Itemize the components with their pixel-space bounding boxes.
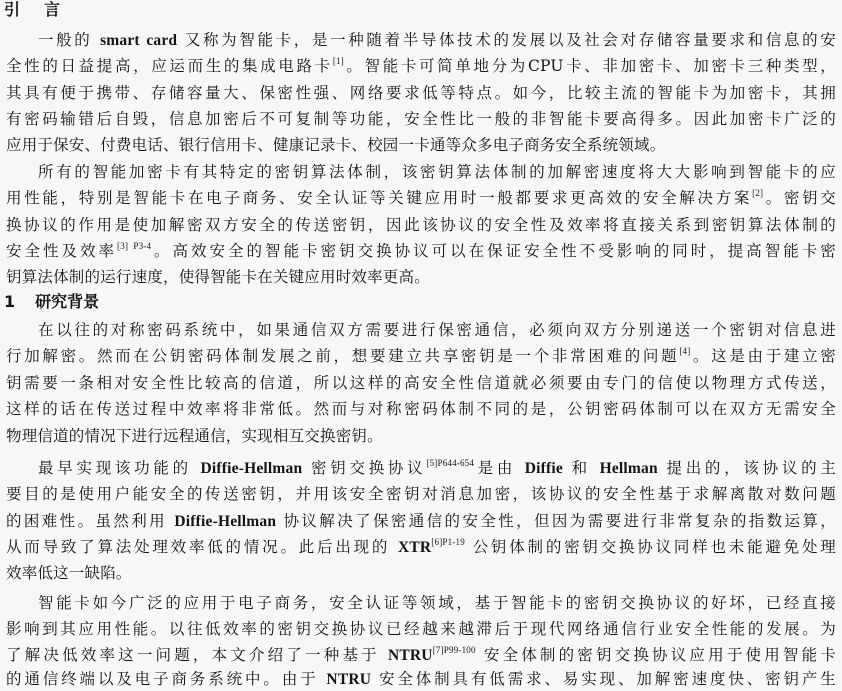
citation-1: [1] xyxy=(332,56,344,66)
p3-line-2: 行加解密。然而在公钥密码体制发展之前，想要建立共享密钥是一个非常困难的问题[4]。这是由于建立密 xyxy=(6,346,836,365)
p3-line-3: 钥需要一条相对安全性比较高的信道，所以这样的高安全性信道就必须要由专门的信使以物理方式传送， xyxy=(6,374,836,392)
p4-line-2: 要目的是使用户能安全的传送密钥，并用该安全密钥对消息加密，该协议的安全性基于求解离散对数问题 xyxy=(6,485,836,503)
section-title: 研究背景 xyxy=(35,292,100,311)
p2-line-2: 用性能，特别是智能卡在电子商务、安全认证等关键应用时一般都要求更高效的安全解决方案[2]。密钥交 xyxy=(6,188,836,207)
p1-line-2: 全性的日益提高，应运而生的集成电路卡[1]。智能卡可简单地分为CPU卡、非加密卡、加密卡三种类型， xyxy=(6,56,836,75)
p2-line-1: 所有的智能加密卡有其特定的密钥算法体制，该密钥算法体制的加解密速度将大大影响到智能卡的应 xyxy=(38,163,836,181)
p5-line-3: 了解决低效率这一问题，本文介绍了一种基于 $NTRU^{[7]P99-100}$ 安全体制的密钥交换协议应用于使用智能卡 xyxy=(6,645,836,664)
citation-2: [2] xyxy=(752,188,764,198)
p1-line-5: 应用于保安、付费电话、银行信用卡、健康记录卡、校园一卡通等众多电子商务安全系统领域。 xyxy=(6,136,666,154)
p2-line-3: 换协议的作用是使加解密双方安全的传送密钥，因此该协议的安全性及效率将直接关系到密钥算法体制的 xyxy=(6,216,836,234)
p4-line-3: 的困难性。虽然利用 Diffie-Hellman 协议解决了保密通信的安全性，但因为需要进行非常复杂的指数运算， xyxy=(6,512,836,530)
p3-line-4: 这样的话在传送过程中效率将非常低。然而与对称密码体制不同的是，公钥密码体制可以在双方无需安全 xyxy=(6,400,836,418)
p4-line-4: 从而导致了算法处理效率低的情况。此后出现的 $XTR^{[6]P1-19}$ 公钥体制的密钥交换协议同样也未能避免处理 xyxy=(6,537,836,556)
p3-line-5: 物理信道的情况下进行远程通信，实现相互交换密钥。 xyxy=(6,427,383,445)
citation-7: [7]P99-100 xyxy=(432,645,476,655)
p1-line-1: 一般的 smart card 又称为智能卡，是一种随着半导体技术的发展以及社会对存储容量要求和信息的安 xyxy=(38,31,836,49)
citation-3: [3] P3-4 xyxy=(117,241,152,251)
citation-4: [4] xyxy=(679,346,691,356)
p5-line-1: 智能卡如今广泛的应用于电子商务，安全认证等领域，基于智能卡的密钥交换协议的好坏，已经直接 xyxy=(38,594,836,612)
p3-line-1: 在以往的对称密码系统中，如果通信双方需要进行保密通信，必须向双方分别递送一个密钥对信息进 xyxy=(38,321,836,339)
section-heading xyxy=(4,292,99,312)
p2-line-5: 钥算法体制的运行速度，使得智能卡在关键应用时效率更高。 xyxy=(6,268,430,286)
p2-line-4: 安全性及效率$^{[3] P3-4}$。高效安全的智能卡密钥交换协议可以在保证安全性不受影响的同时，提高智能卡密 xyxy=(6,241,836,260)
p5-line-2: 影响到其应用性能。以往低效率的密钥交换协议已经越来越滞后于现代网络通信行业安全性能的发展。为 xyxy=(6,620,836,638)
citation-5: [5]P644-654 xyxy=(426,458,475,468)
p4-line-5: 效率低这一缺陷。 xyxy=(6,564,132,582)
section-number: 1 xyxy=(4,292,16,311)
p5-line-4: 的通信终端以及电子商务系统中。由于 NTRU 安全体制具有低需求、易实现、加解密速度快、密钥产生 xyxy=(6,670,836,688)
p1-line-4: 有密码输错后自毁，信息加密后不可复制等功能，安全性比一般的非智能卡要高得多。因此加密卡广泛的 xyxy=(6,110,836,128)
intro-heading: 引言 xyxy=(4,0,85,19)
p4-line-1: 最早实现该功能的 Diffie-Hellman 密钥交换协议$^{[5]P644-654}$是由 Diffie 和 Hellman 提出的，该协议的主 xyxy=(38,458,836,477)
citation-6: [6]P1-19 xyxy=(431,537,465,547)
p1-line-3: 其具有便于携带、存储容量大、保密性强、网络要求低等特点。如今，比较主流的智能卡为加密卡，其拥 xyxy=(6,84,836,102)
